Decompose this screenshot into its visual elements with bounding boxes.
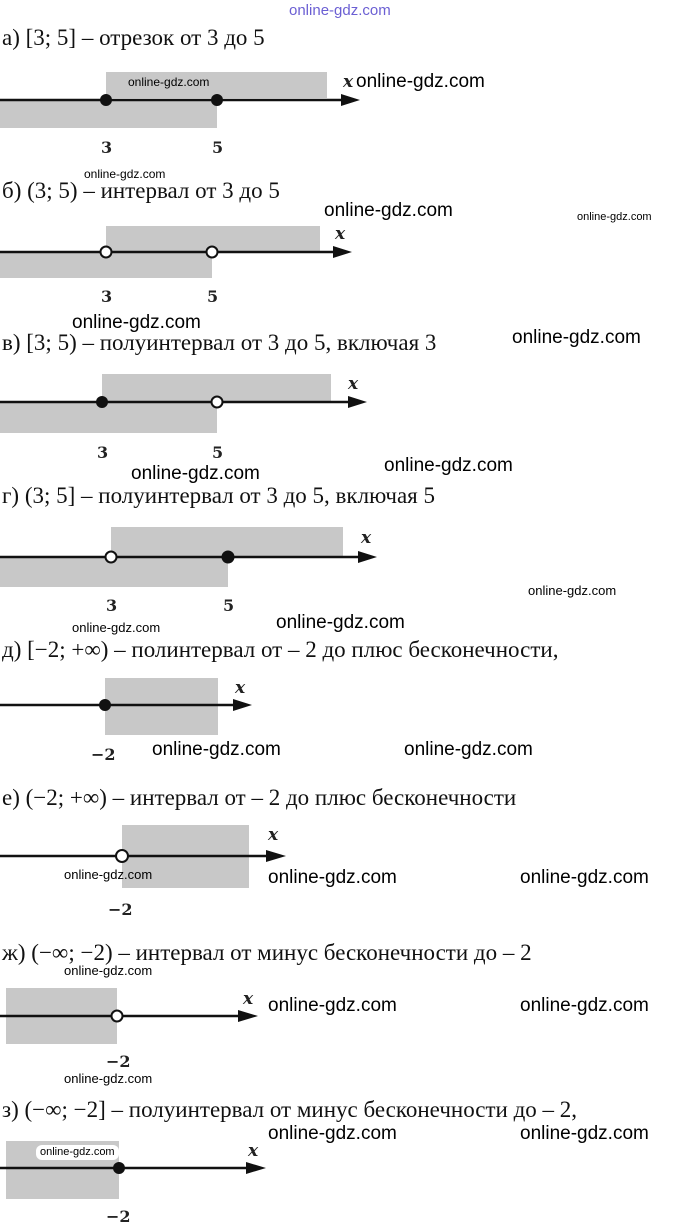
watermark: online-gdz.com bbox=[64, 1071, 153, 1086]
tick-left-v: 3 bbox=[97, 443, 109, 462]
axis-label-e: x bbox=[268, 825, 279, 845]
shade-left-v bbox=[0, 402, 217, 433]
point-3-g bbox=[106, 552, 117, 563]
tick-zh: −2 bbox=[106, 1052, 131, 1071]
watermark: online-gdz.com bbox=[72, 312, 201, 333]
watermark: online-gdz.com bbox=[84, 167, 166, 181]
axis-arrow-g bbox=[358, 551, 377, 563]
axis-label-v: x bbox=[348, 374, 359, 394]
watermark: online-gdz.com bbox=[520, 1123, 649, 1144]
watermark: online-gdz.com bbox=[72, 620, 161, 635]
axis-arrow-v bbox=[348, 396, 367, 408]
watermark: online-gdz.com bbox=[512, 327, 641, 348]
point-neg2-zh bbox=[112, 1011, 123, 1022]
watermark: online-gdz.com bbox=[152, 739, 281, 760]
heading-d: д) [−2; +∞) – полинтервал от – 2 до плюс бесконечности, bbox=[2, 637, 559, 662]
tick-right-b: 5 bbox=[207, 287, 219, 306]
watermark: online-gdz.com bbox=[64, 963, 153, 978]
axis-label-b: x bbox=[335, 224, 346, 244]
point-5-a bbox=[211, 94, 223, 106]
watermark: online-gdz.com bbox=[268, 867, 397, 888]
tick-right-g: 5 bbox=[223, 596, 235, 615]
heading-b: б) (3; 5) – интервал от 3 до 5 bbox=[2, 178, 280, 203]
watermark: online-gdz.com bbox=[268, 1123, 397, 1144]
number-line-v bbox=[0, 372, 380, 467]
watermark: online-gdz.com bbox=[276, 612, 405, 633]
heading-g: г) (3; 5] – полуинтервал от 3 до 5, включая 5 bbox=[2, 483, 435, 508]
heading-z: з) (−∞; −2] – полуинтервал от минус бесконечности до – 2, bbox=[2, 1097, 578, 1122]
watermark-top: online-gdz.com bbox=[289, 2, 391, 19]
tick-z: −2 bbox=[106, 1207, 131, 1226]
number-line-b bbox=[0, 222, 380, 312]
tick-left-b: 3 bbox=[101, 287, 113, 306]
tick-left-a: 3 bbox=[101, 138, 113, 157]
heading-v: в) [3; 5) – полуинтервал от 3 до 5, включая 3 bbox=[2, 330, 437, 355]
tick-right-a: 5 bbox=[212, 138, 224, 157]
point-3-v bbox=[96, 396, 108, 408]
watermark: online-gdz.com bbox=[356, 71, 485, 92]
watermark: online-gdz.com bbox=[131, 463, 260, 484]
shade-d bbox=[105, 678, 218, 735]
tick-left-g: 3 bbox=[106, 596, 118, 615]
number-line-g bbox=[0, 525, 390, 620]
point-neg2-z bbox=[113, 1162, 125, 1174]
watermark: online-gdz.com bbox=[64, 867, 153, 882]
watermark: online-gdz.com bbox=[404, 739, 533, 760]
point-neg2-d bbox=[99, 699, 111, 711]
axis-label-z: x bbox=[248, 1141, 259, 1161]
axis-arrow-e bbox=[266, 850, 286, 862]
heading-e: е) (−2; +∞) – интервал от – 2 до плюс бесконечности bbox=[2, 785, 517, 810]
axis-label-d: x bbox=[235, 678, 246, 698]
watermark: online-gdz.com bbox=[268, 995, 397, 1016]
watermark: online-gdz.com bbox=[128, 75, 210, 89]
point-5-b bbox=[207, 247, 218, 258]
axis-arrow-b bbox=[333, 246, 352, 258]
heading-a: а) [3; 5] – отрезок от 3 до 5 bbox=[2, 25, 265, 50]
watermark: online-gdz.com bbox=[520, 995, 649, 1016]
axis-label-a: x bbox=[343, 72, 354, 92]
point-3-b bbox=[101, 247, 112, 258]
watermark: online-gdz.com bbox=[577, 211, 652, 223]
axis-arrow-d bbox=[233, 699, 252, 711]
point-3-a bbox=[100, 94, 112, 106]
heading-zh: ж) (−∞; −2) – интервал от минус бесконечности до – 2 bbox=[2, 940, 532, 965]
point-5-g bbox=[222, 551, 235, 564]
watermark: online-gdz.com bbox=[36, 1145, 119, 1160]
point-neg2-e bbox=[116, 850, 128, 862]
tick-d: −2 bbox=[91, 745, 116, 764]
number-line-zh bbox=[0, 985, 270, 1070]
tick-right-v: 5 bbox=[212, 443, 224, 462]
axis-label-g: x bbox=[361, 528, 372, 548]
watermark: online-gdz.com bbox=[520, 867, 649, 888]
tick-e: −2 bbox=[108, 900, 133, 919]
axis-arrow-z bbox=[246, 1162, 266, 1174]
axis-arrow-a bbox=[341, 94, 360, 106]
point-5-v bbox=[212, 397, 223, 408]
watermark: online-gdz.com bbox=[528, 583, 617, 598]
axis-label-zh: x bbox=[243, 989, 254, 1009]
watermark: online-gdz.com bbox=[324, 200, 453, 221]
watermark: online-gdz.com bbox=[384, 455, 513, 476]
axis-arrow-zh bbox=[238, 1010, 258, 1022]
